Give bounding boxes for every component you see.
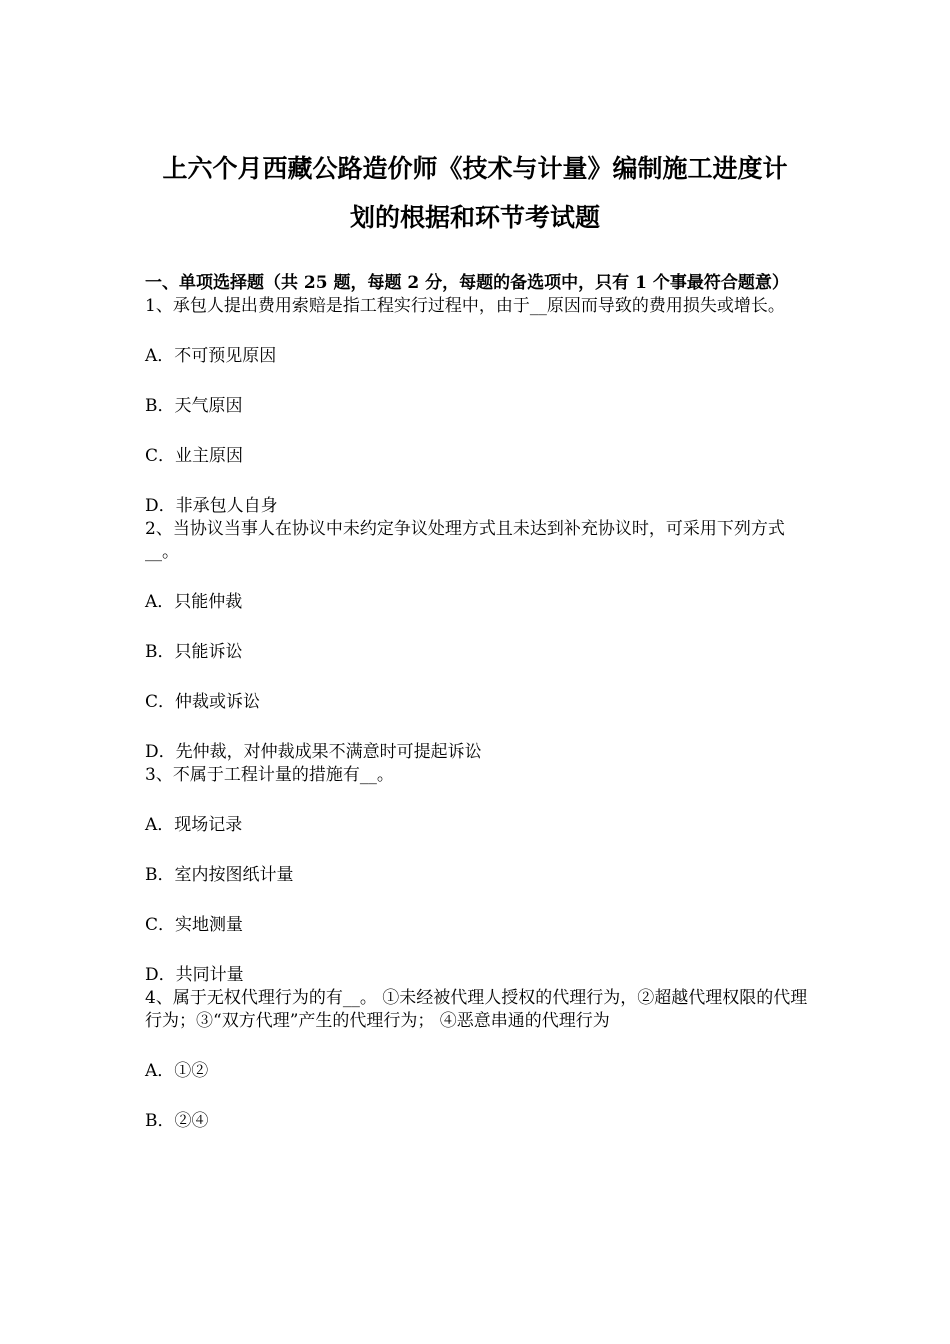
option-d: D．共同计量 — [145, 965, 244, 985]
section-heading: 一、单项选择题（共 25 题，每题 2 分，每题的备选项中，只有 1 个事最符合题意） — [145, 273, 789, 293]
document-title-line-2: 划的根据和环节考试题 — [349, 203, 600, 232]
question-3 — [145, 764, 810, 987]
option-a: A．只能仲裁 — [145, 592, 243, 612]
option-d: D．非承包人自身 — [145, 496, 278, 516]
question-2 — [145, 518, 810, 764]
question-4 — [145, 987, 810, 1133]
question-1 — [145, 295, 810, 518]
option-a: A．不可预见原因 — [145, 346, 277, 366]
option-a: A．①② — [145, 1061, 209, 1081]
option-c: C．业主原因 — [145, 446, 244, 466]
question-text: 3、不属于工程计量的措施有__。 — [145, 765, 394, 785]
option-b: B．室内按图纸计量 — [145, 865, 294, 885]
document-body — [145, 272, 810, 1133]
question-text: 2、当协议当事人在协议中未约定争议处理方式且未达到补充协议时，可采用下列方式__。 — [145, 519, 785, 562]
question-text: 1、承包人提出费用索赔是指工程实行过程中，由于__原因而导致的费用损失或增长。 — [145, 296, 785, 316]
option-c: C．仲裁或诉讼 — [145, 692, 261, 712]
option-b: B．只能诉讼 — [145, 642, 243, 662]
question-text: 4、属于无权代理行为的有__。 ①未经被代理人授权的代理行为，②超越代理权限的代理行为；③“双方代理”产生的代理行为； ④恶意串通的代理行为 — [145, 988, 808, 1031]
option-c: C．实地测量 — [145, 915, 244, 935]
option-d: D．先仲裁，对仲裁成果不满意时可提起诉讼 — [145, 742, 482, 762]
option-b: B．②④ — [145, 1111, 209, 1131]
option-b: B．天气原因 — [145, 396, 243, 416]
document-title-line-1: 上六个月西藏公路造价师《技术与计量》编制施工进度计 — [162, 154, 788, 183]
option-a: A．现场记录 — [145, 815, 243, 835]
